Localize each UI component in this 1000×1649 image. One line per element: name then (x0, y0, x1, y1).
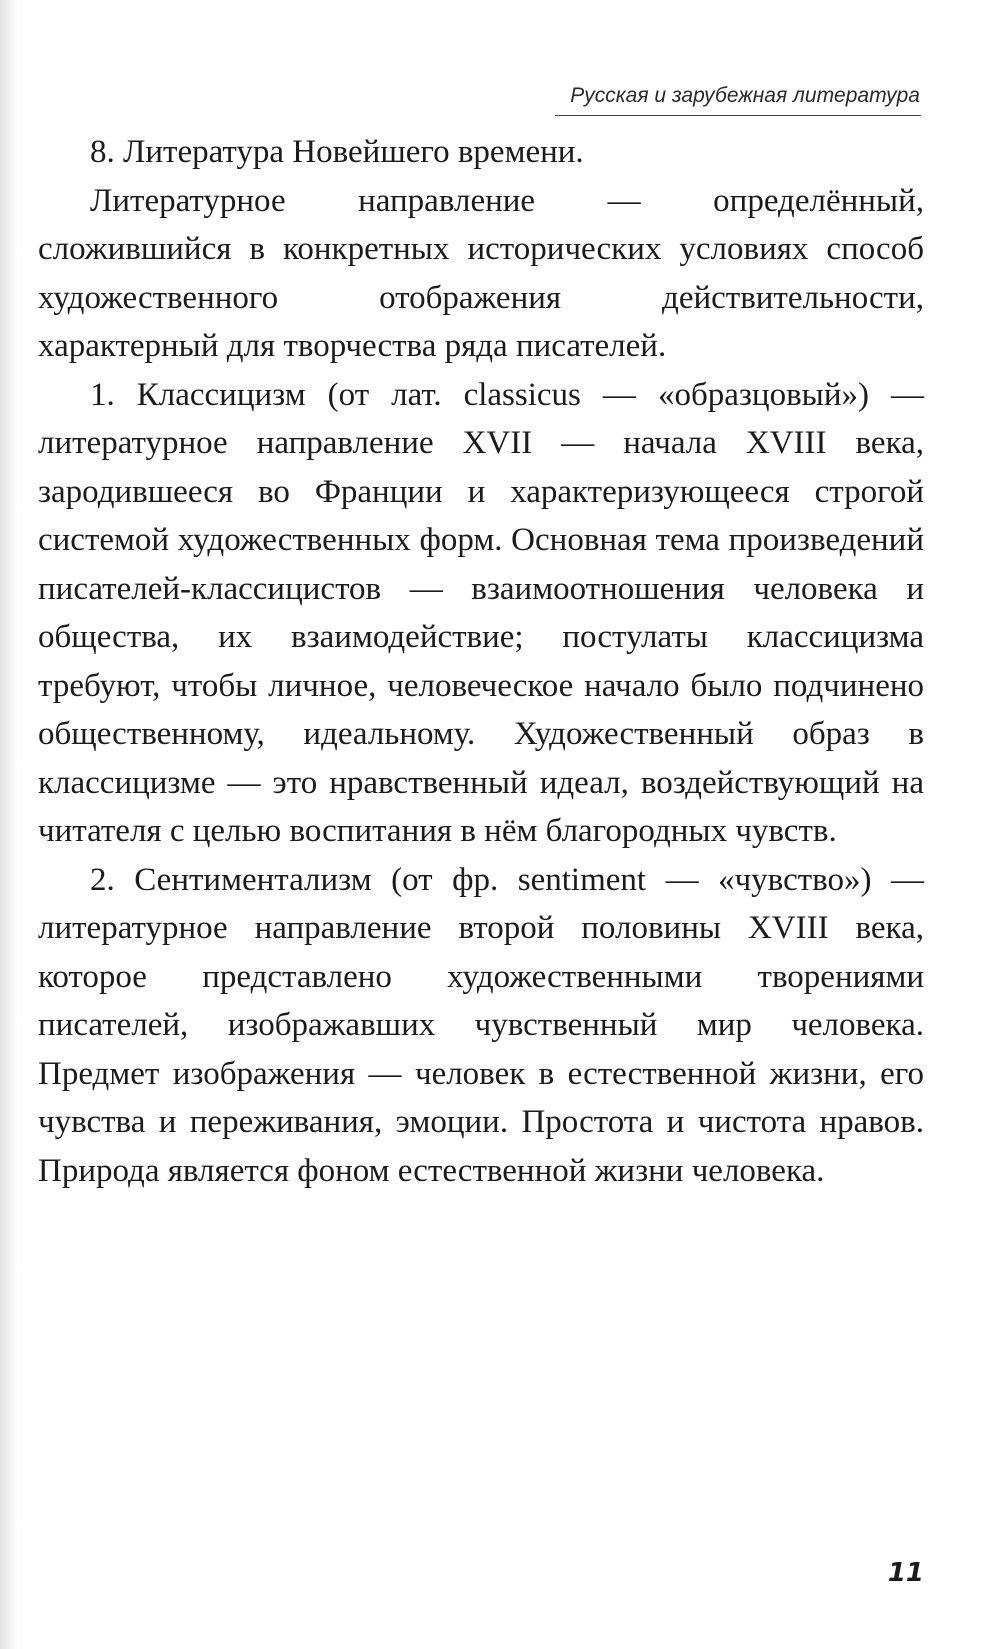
paragraph-definition: Литературное направление — определённый, сложившийся в конкретных исторических условиях способ художественного отображения действительности, характерный для творчества ряда писателей. (38, 182, 924, 364)
paragraph-sentimentalism: 2. Сентиментализм (от фр. sentiment — «чувство») — литературное направление второй половины XVIII века, которое представлено художественными творениями писателей, изображавших чувственный мир человека. Предмет изображения — человек в естественной жизни, его чувства и переживания, эмоции. Простота и чистота нравов. Природа является фоном естественной жизни человека. (38, 861, 924, 1189)
body-text (38, 128, 924, 1195)
running-head: Русская и зарубежная литература (570, 84, 920, 107)
page-edge-shadow (0, 0, 18, 1649)
paragraph-classicism: 1. Классицизм (от лат. classicus — «образцовый») — литературное направление XVII — начала XVIII века, зародившееся во Франции и характеризующееся строгой системой художественных форм. Основная тема произведений писателей-классицистов — взаимоотношения человека и общества, их взаимодействие; постулаты классицизма требуют, чтобы личное, человеческое начало было подчинено общественному, идеальному. Художественный образ в классицизме — это нравственный идеал, воздействующий на читателя с целью воспитания в нём благородных чувств. (38, 376, 924, 849)
paragraph-list-item-8: 8. Литература Новейшего времени. (90, 134, 584, 170)
running-head-rule (555, 115, 921, 116)
page-number: 11 (887, 1558, 924, 1588)
